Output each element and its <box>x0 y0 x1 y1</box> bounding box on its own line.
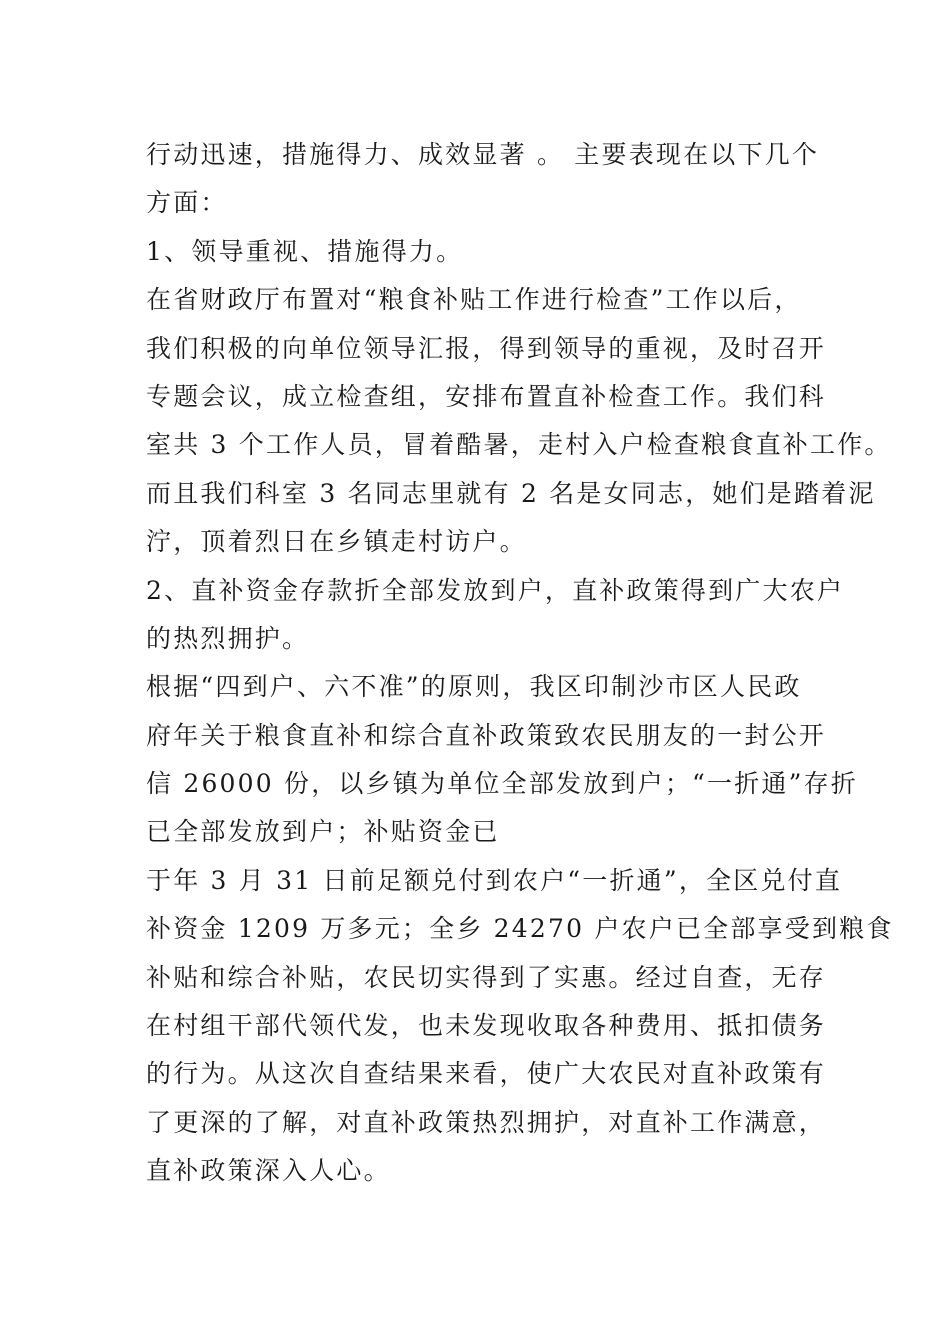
text-line: 根据“四到户、六不准”的原则，我区印制沙市区人民政 <box>146 672 802 702</box>
text-line: 了更深的了解，对直补政策热烈拥护，对直补工作满意， <box>146 1107 827 1137</box>
text-line: 室共 3 个工作人员，冒着酷暑，走村入户检查粮食直补工作。 <box>146 430 892 460</box>
text-line: 府年关于粮食直补和综合直补政策致农民朋友的一封公开 <box>146 720 827 750</box>
text-line: 直补政策深入人心。 <box>146 1156 391 1186</box>
text-line: 的行为。从这次自查结果来看，使广大农民对直补政策有 <box>146 1059 827 1089</box>
text-line: 而且我们科室 3 名同志里就有 2 名是女同志，她们是踏着泥 <box>146 478 876 508</box>
text-line: 已全部发放到户；补贴资金已 <box>146 817 500 847</box>
text-line: 我们积极的向单位领导汇报，得到领导的重视，及时召开 <box>146 333 827 363</box>
text-line: 在村组干部代领代发，也未发现收取各种费用、抵扣债务 <box>146 1011 827 1041</box>
text-line: 在省财政厅布置对“粮食补贴工作进行检查”工作以后， <box>146 285 802 315</box>
text-line: 专题会议，成立检查组，安排布置直补检查工作。我们科 <box>146 381 827 411</box>
text-line: 于年 3 月 31 日前足额兑付到农户“一折通”，全区兑付直 <box>146 865 843 895</box>
section-heading: 1、领导重视、措施得力。 <box>146 236 464 266</box>
text-line: 方面： <box>146 188 228 218</box>
text-line: 补贴和综合补贴，农民切实得到了实惠。经过自查，无存 <box>146 962 827 992</box>
text-line: 行动迅速，措施得力、成效显著 。 主要表现在以下几个 <box>146 140 820 169</box>
section-heading: 的热烈拥护。 <box>146 623 310 653</box>
text-line: 补资金 1209 万多元；全乡 24270 户农户已全部享受到粮食 <box>146 914 894 944</box>
text-line: 泞，顶着烈日在乡镇走村访户。 <box>146 527 527 557</box>
text-line: 信 26000 份，以乡镇为单位全部发放到户；“一折通”存折 <box>146 769 858 799</box>
section-heading: 2、直补资金存款折全部发放到户，直补政策得到广大农户 <box>146 575 845 605</box>
document-body <box>146 131 894 1196</box>
